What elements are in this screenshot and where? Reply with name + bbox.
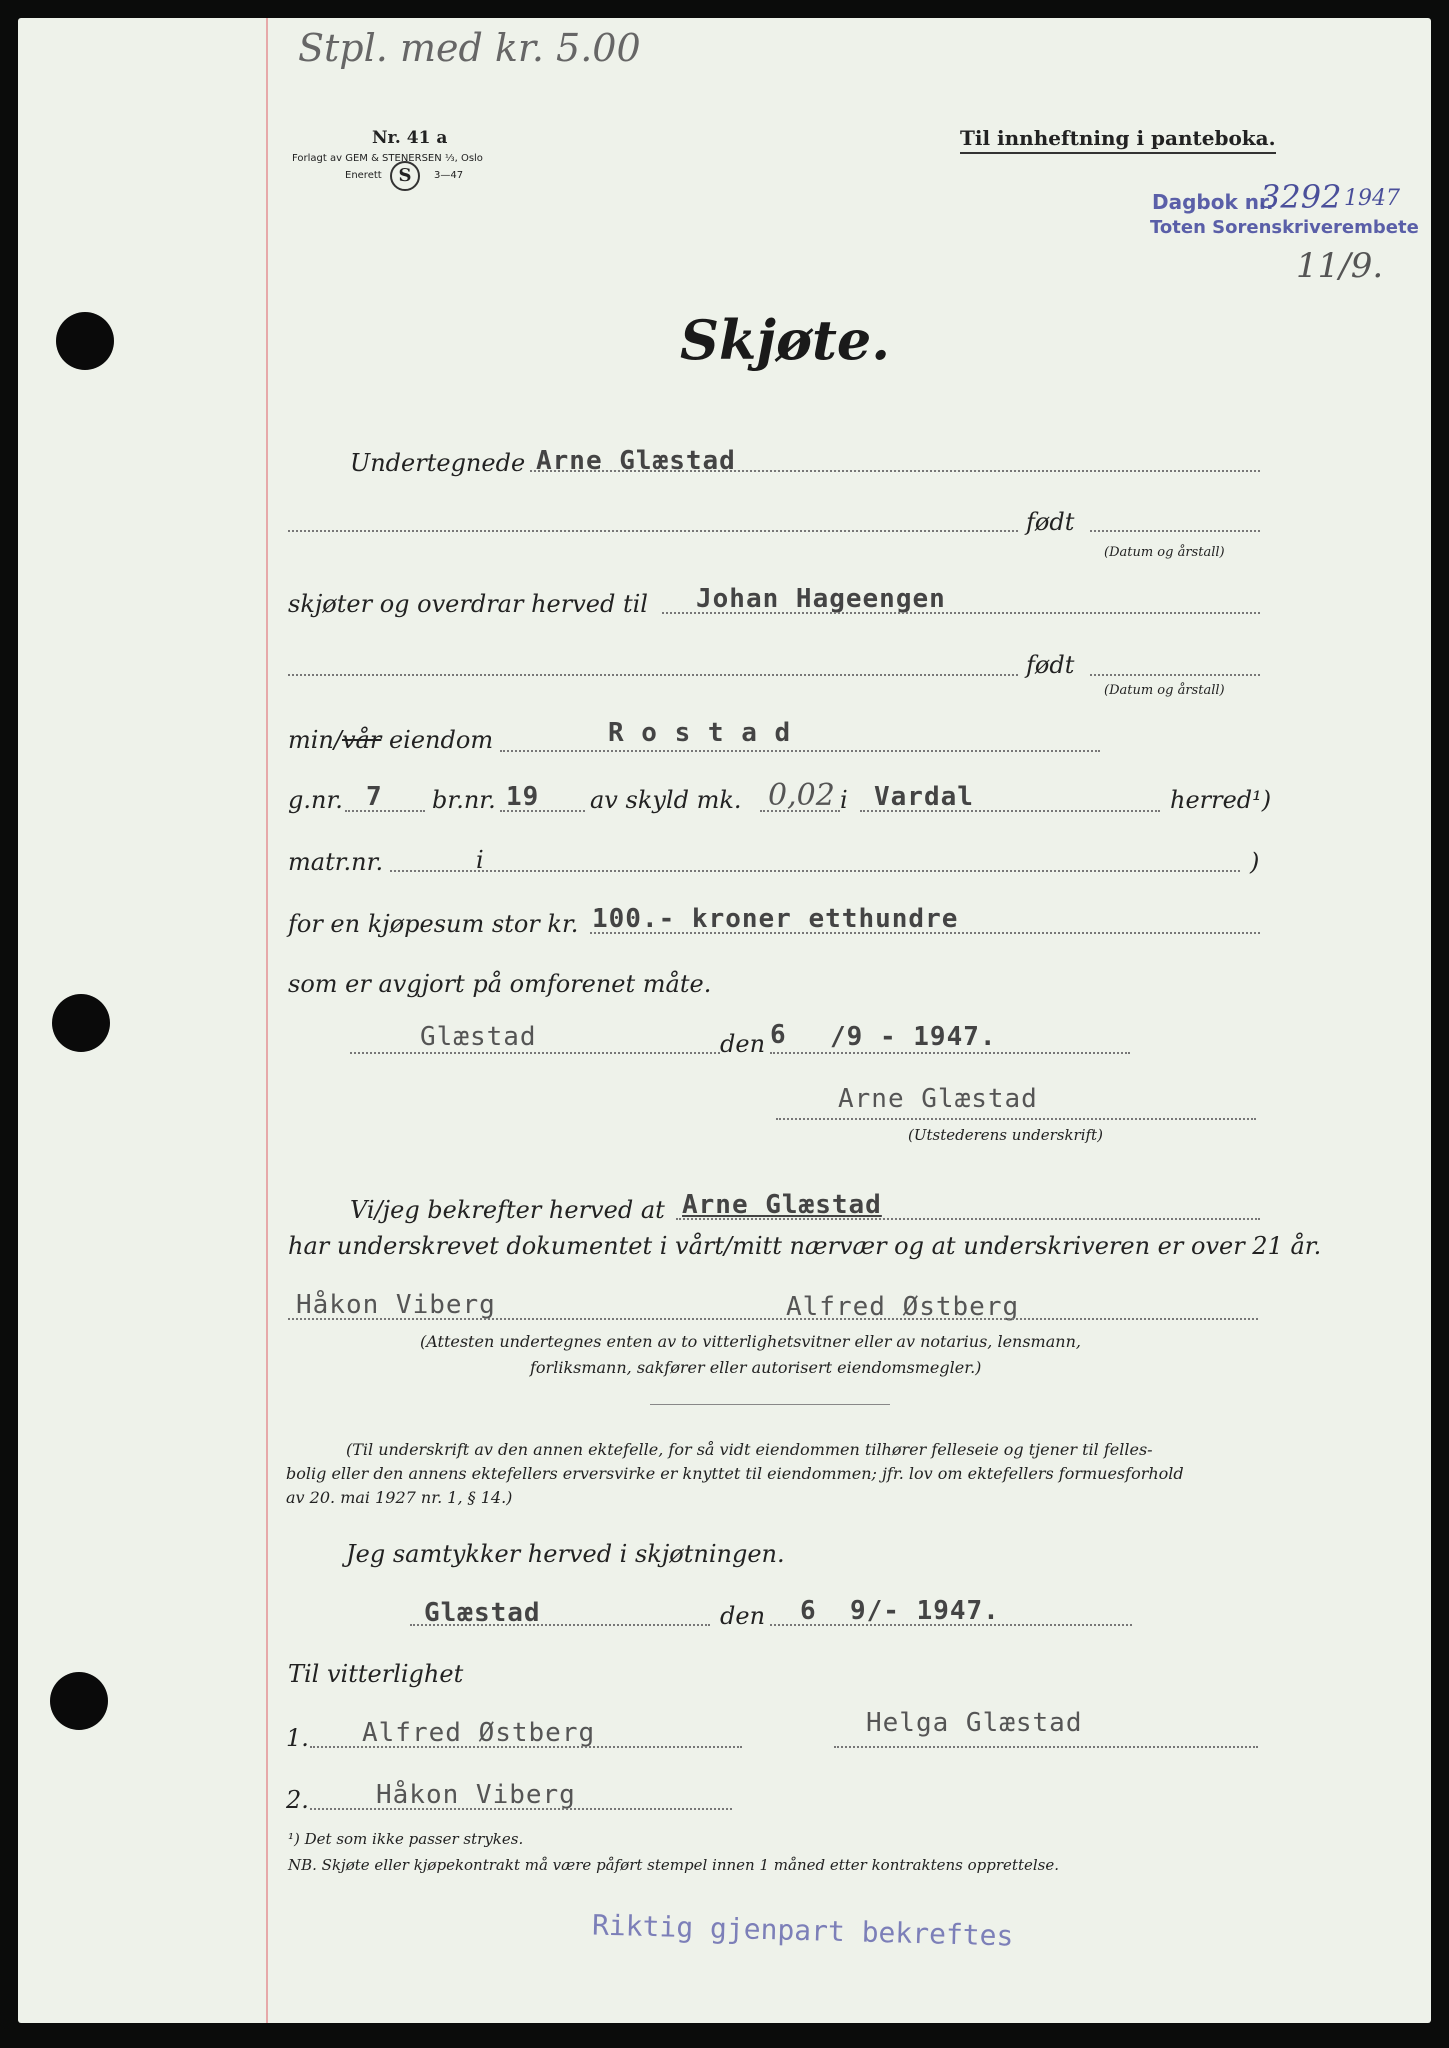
grantor-birth-line	[288, 530, 1018, 532]
grantee-name: Johan Hageengen	[696, 584, 946, 614]
spouse-signature: Helga Glæstad	[866, 1708, 1083, 1738]
consent-den-label: den	[720, 1602, 766, 1630]
punch-hole-top	[56, 312, 114, 370]
binding-note: Til innheftning i panteboka.	[960, 126, 1276, 154]
herred-label: herred¹)	[1170, 786, 1272, 814]
consent-place: Glæstad	[424, 1598, 541, 1628]
vitterlighet-line-1	[310, 1746, 742, 1748]
publisher-logo-icon: S	[390, 161, 420, 191]
bnr-line	[500, 810, 585, 812]
vitterlighet-witness-2: Håkon Viberg	[376, 1780, 576, 1810]
spouse-signature-line	[834, 1746, 1258, 1748]
section-divider	[650, 1404, 890, 1405]
signing-place: Glæstad	[420, 1022, 537, 1052]
skyld-value: 0,02	[768, 778, 835, 813]
spouse-note-1: (Til underskrift av den annen ektefelle, for så vidt eiendommen tilhører felleseie og tjener til felles-	[346, 1440, 1153, 1459]
signing-den-label: den	[720, 1030, 766, 1058]
municipality: Vardal	[874, 782, 974, 812]
property-label	[288, 726, 493, 754]
property-name: R o s t a d	[608, 718, 792, 748]
municipality-line	[860, 810, 1160, 812]
price-label: for en kjøpesum stor kr.	[288, 910, 579, 938]
grantor-name: Arne Glæstad	[536, 446, 736, 476]
matr-i-label: i	[476, 846, 484, 874]
signing-date-day: 6	[770, 1020, 787, 1050]
page-title: Skjøte.	[680, 308, 891, 372]
gnr-line	[345, 810, 425, 812]
witness-signature-line	[288, 1318, 1258, 1320]
witness-signature-2: Alfred Østberg	[786, 1292, 1020, 1322]
consent-date-line	[770, 1624, 1132, 1626]
footnote-2: NB. Skjøte eller kjøpekontrakt må være påført stempel innen 1 måned etter kontraktens opprettelse.	[288, 1856, 1059, 1874]
signing-date-line	[770, 1052, 1130, 1054]
footnote-1: ¹) Det som ikke passer strykes.	[288, 1830, 524, 1848]
registry-office: Toten Sorenskriverembete	[1150, 217, 1419, 238]
bnr-value: 19	[506, 782, 540, 812]
grantor-label: Undertegnede	[350, 449, 526, 477]
witness-line1: Vi/jeg bekrefter herved at	[350, 1196, 665, 1224]
grantor-birth-line-2	[1090, 530, 1260, 532]
property-line	[500, 750, 1100, 752]
price-value: 100.- kroner etthundre	[592, 904, 959, 934]
publisher-date: 3—47	[434, 170, 464, 181]
vitterlighet-label: Til vitterlighet	[288, 1660, 464, 1688]
margin-rule	[266, 18, 268, 2023]
punch-hole-middle	[52, 994, 110, 1052]
grantee-born-hint: (Datum og årstall)	[1104, 683, 1225, 698]
property-label-prefix: min/	[288, 726, 342, 754]
signature-hint: (Utstederens underskrift)	[908, 1126, 1103, 1144]
grantee-birth-line-2	[1090, 674, 1260, 676]
property-label-suffix: eiendom	[388, 726, 494, 754]
certify-stamp: Riktig gjenpart bekreftes	[591, 1908, 1014, 1953]
grantor-line	[530, 470, 1260, 472]
publisher-enerett: Enerett	[345, 170, 382, 181]
publisher-line: Forlagt av GEM & STENERSEN ⅓, Oslo	[292, 153, 483, 164]
skyld-i-label: i	[840, 786, 848, 814]
witness-line2: har underskrevet dokumentet i vårt/mitt nærvær og at underskriveren er over 21 år.	[288, 1232, 1322, 1260]
vitterlighet-number-1: 1.	[286, 1724, 309, 1752]
vitterlighet-number-2: 2.	[286, 1786, 309, 1814]
gnr-value: 7	[366, 782, 383, 812]
skyld-line	[760, 810, 840, 812]
spouse-note-2: bolig eller den annens ektefellers erversvirke er knyttet til eiendommen; jfr. lov om ektefellers formuesforhold	[286, 1464, 1184, 1483]
grantee-line	[662, 612, 1260, 614]
matr-close: )	[1250, 848, 1260, 876]
registry-year: 1947	[1344, 186, 1400, 211]
grantor-born-hint: (Datum og årstall)	[1104, 545, 1225, 560]
signature-line	[776, 1118, 1256, 1120]
punch-hole-bottom	[50, 1672, 108, 1730]
property-label-struck: vår	[341, 726, 382, 754]
gnr-label: g.nr.	[288, 786, 343, 814]
matr-line	[390, 870, 1240, 872]
skyld-label: av skyld mk.	[590, 786, 742, 814]
grantee-born-label: født	[1026, 651, 1075, 679]
price-line	[590, 932, 1260, 934]
bnr-label: br.nr.	[432, 786, 496, 814]
witness-attested-name: Arne Glæstad	[682, 1190, 882, 1220]
grantee-label: skjøter og overdrar herved til	[288, 590, 648, 618]
registry-stamp-label: Dagbok nr.	[1152, 190, 1274, 214]
witness-name-line	[676, 1218, 1260, 1220]
settled-text: som er avgjort på omforenet måte.	[288, 970, 712, 998]
grantee-birth-line	[288, 674, 1018, 676]
consent-text: Jeg samtykker herved i skjøtningen.	[346, 1540, 785, 1568]
handwritten-fee: Stpl. med kr. 5.00	[298, 26, 641, 70]
matr-label: matr.nr.	[288, 848, 384, 876]
registry-hand-date: 11/9.	[1296, 246, 1384, 286]
witness-signature-1: Håkon Viberg	[296, 1290, 496, 1320]
witness-note-2: forliksmann, sakfører eller autorisert eiendomsmegler.)	[530, 1358, 982, 1377]
witness-note-1: (Attesten undertegnes enten av to vitterlighetsvitner eller av notarius, lensmann,	[420, 1332, 1081, 1351]
consent-date: 6 9/- 1947.	[800, 1596, 1000, 1626]
spouse-note-3: av 20. mai 1927 nr. 1, § 14.)	[286, 1488, 513, 1507]
vitterlighet-line-2	[310, 1808, 732, 1810]
signing-signature: Arne Glæstad	[838, 1084, 1038, 1114]
vitterlighet-witness-1: Alfred Østberg	[362, 1718, 596, 1748]
consent-place-line	[410, 1624, 710, 1626]
form-number: Nr. 41 a	[372, 128, 448, 148]
registry-number: 3292	[1260, 178, 1342, 216]
grantor-born-label: født	[1026, 508, 1075, 536]
signing-place-line	[350, 1052, 720, 1054]
signing-date-rest: /9 - 1947.	[830, 1022, 997, 1052]
